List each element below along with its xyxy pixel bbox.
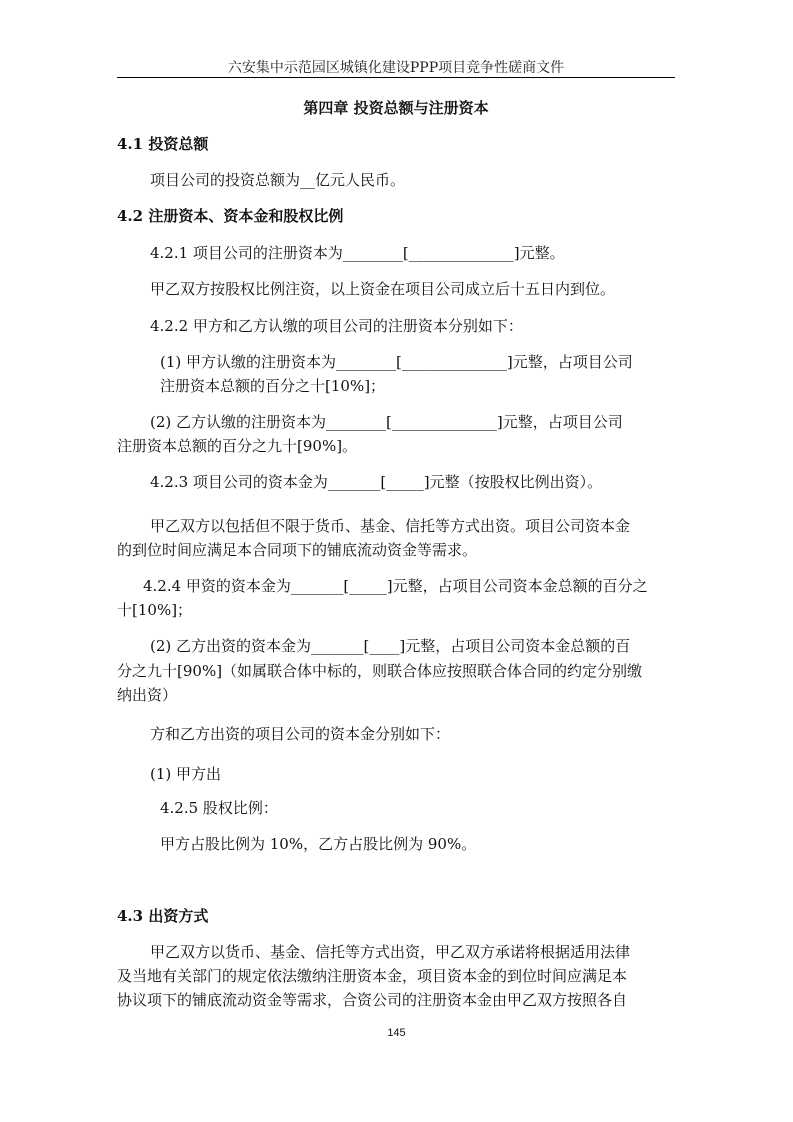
paragraph-line: 注册资本总额的百分之十[10%]； bbox=[160, 377, 386, 395]
paragraph-line: 4.2.2 甲方和乙方认缴的项目公司的注册资本分别如下： bbox=[150, 317, 523, 335]
paragraph-line: 方和乙方出资的项目公司的资本金分别如下： bbox=[150, 725, 451, 743]
paragraph-line: (2) 乙方认缴的注册资本为________[______________]元整，占项目公司 bbox=[150, 413, 623, 431]
chapter-title: 第四章 投资总额与注册资本 bbox=[303, 99, 489, 117]
paragraph-line: 十[10%]； bbox=[117, 601, 193, 619]
paragraph-line: (2) 乙方出资的资本金为_______[____]元整，占项目公司资本金总额的百 bbox=[150, 637, 631, 655]
paragraph-line: 甲方占股比例为 10%，乙方占股比例为 90%。 bbox=[160, 835, 477, 853]
document-header: 六安集中示范园区城镇化建设PPP项目竞争性磋商文件 bbox=[227, 60, 565, 76]
paragraph-line: 4.2.1 项目公司的注册资本为________[______________]元整。 bbox=[150, 244, 565, 262]
section-heading-4-3: 4.3 出资方式 bbox=[117, 907, 209, 925]
paragraph-line: 协议项下的铺底流动资金等需求，合资公司的注册资本金由甲乙双方按照各自 bbox=[117, 991, 628, 1009]
paragraph-line: 4.2.4 甲资的资本金为_______[_____]元整，占项目公司资本金总额的百分之 bbox=[143, 577, 648, 595]
section-heading-4-1: 4.1 投资总额 bbox=[117, 135, 209, 153]
paragraph-line: 4.2.5 股权比例： bbox=[160, 799, 278, 817]
paragraph-line: 甲乙双方以货币、基金、信托等方式出资，甲乙双方承诺将根据适用法律 bbox=[150, 943, 631, 961]
section-heading-4-2: 4.2 注册资本、资本金和股权比例 bbox=[117, 207, 344, 225]
paragraph-line: 甲乙双方以包括但不限于货币、基金、信托等方式出资。项目公司资本金 bbox=[150, 517, 631, 535]
paragraph-line: 项目公司的投资总额为__亿元人民币。 bbox=[150, 171, 406, 189]
page-number: 145 bbox=[387, 1027, 406, 1039]
paragraph-line: 4.2.3 项目公司的资本金为_______[_____]元整（按股权比例出资）。 bbox=[150, 473, 603, 491]
paragraph-line: 注册资本总额的百分之九十[90%]。 bbox=[117, 437, 358, 455]
paragraph-line: 甲乙双方按股权比例注资，以上资金在项目公司成立后十五日内到位。 bbox=[150, 280, 616, 298]
paragraph-line: (1) 甲方认缴的注册资本为________[______________]元整，占项目公司 bbox=[160, 353, 633, 371]
header-rule bbox=[117, 77, 675, 78]
paragraph-line: 的到位时间应满足本合同项下的铺底流动资金等需求。 bbox=[117, 541, 478, 559]
paragraph-line: 及当地有关部门的规定依法缴纳注册资本金，项目资本金的到位时间应满足本 bbox=[117, 967, 628, 985]
paragraph-line: (1) 甲方出 bbox=[150, 765, 222, 783]
paragraph-line: 分之九十[90%]（如属联合体中标的，则联合体应按照联合体合同的约定分别缴 bbox=[117, 662, 643, 680]
paragraph-line: 纳出资） bbox=[117, 686, 178, 704]
